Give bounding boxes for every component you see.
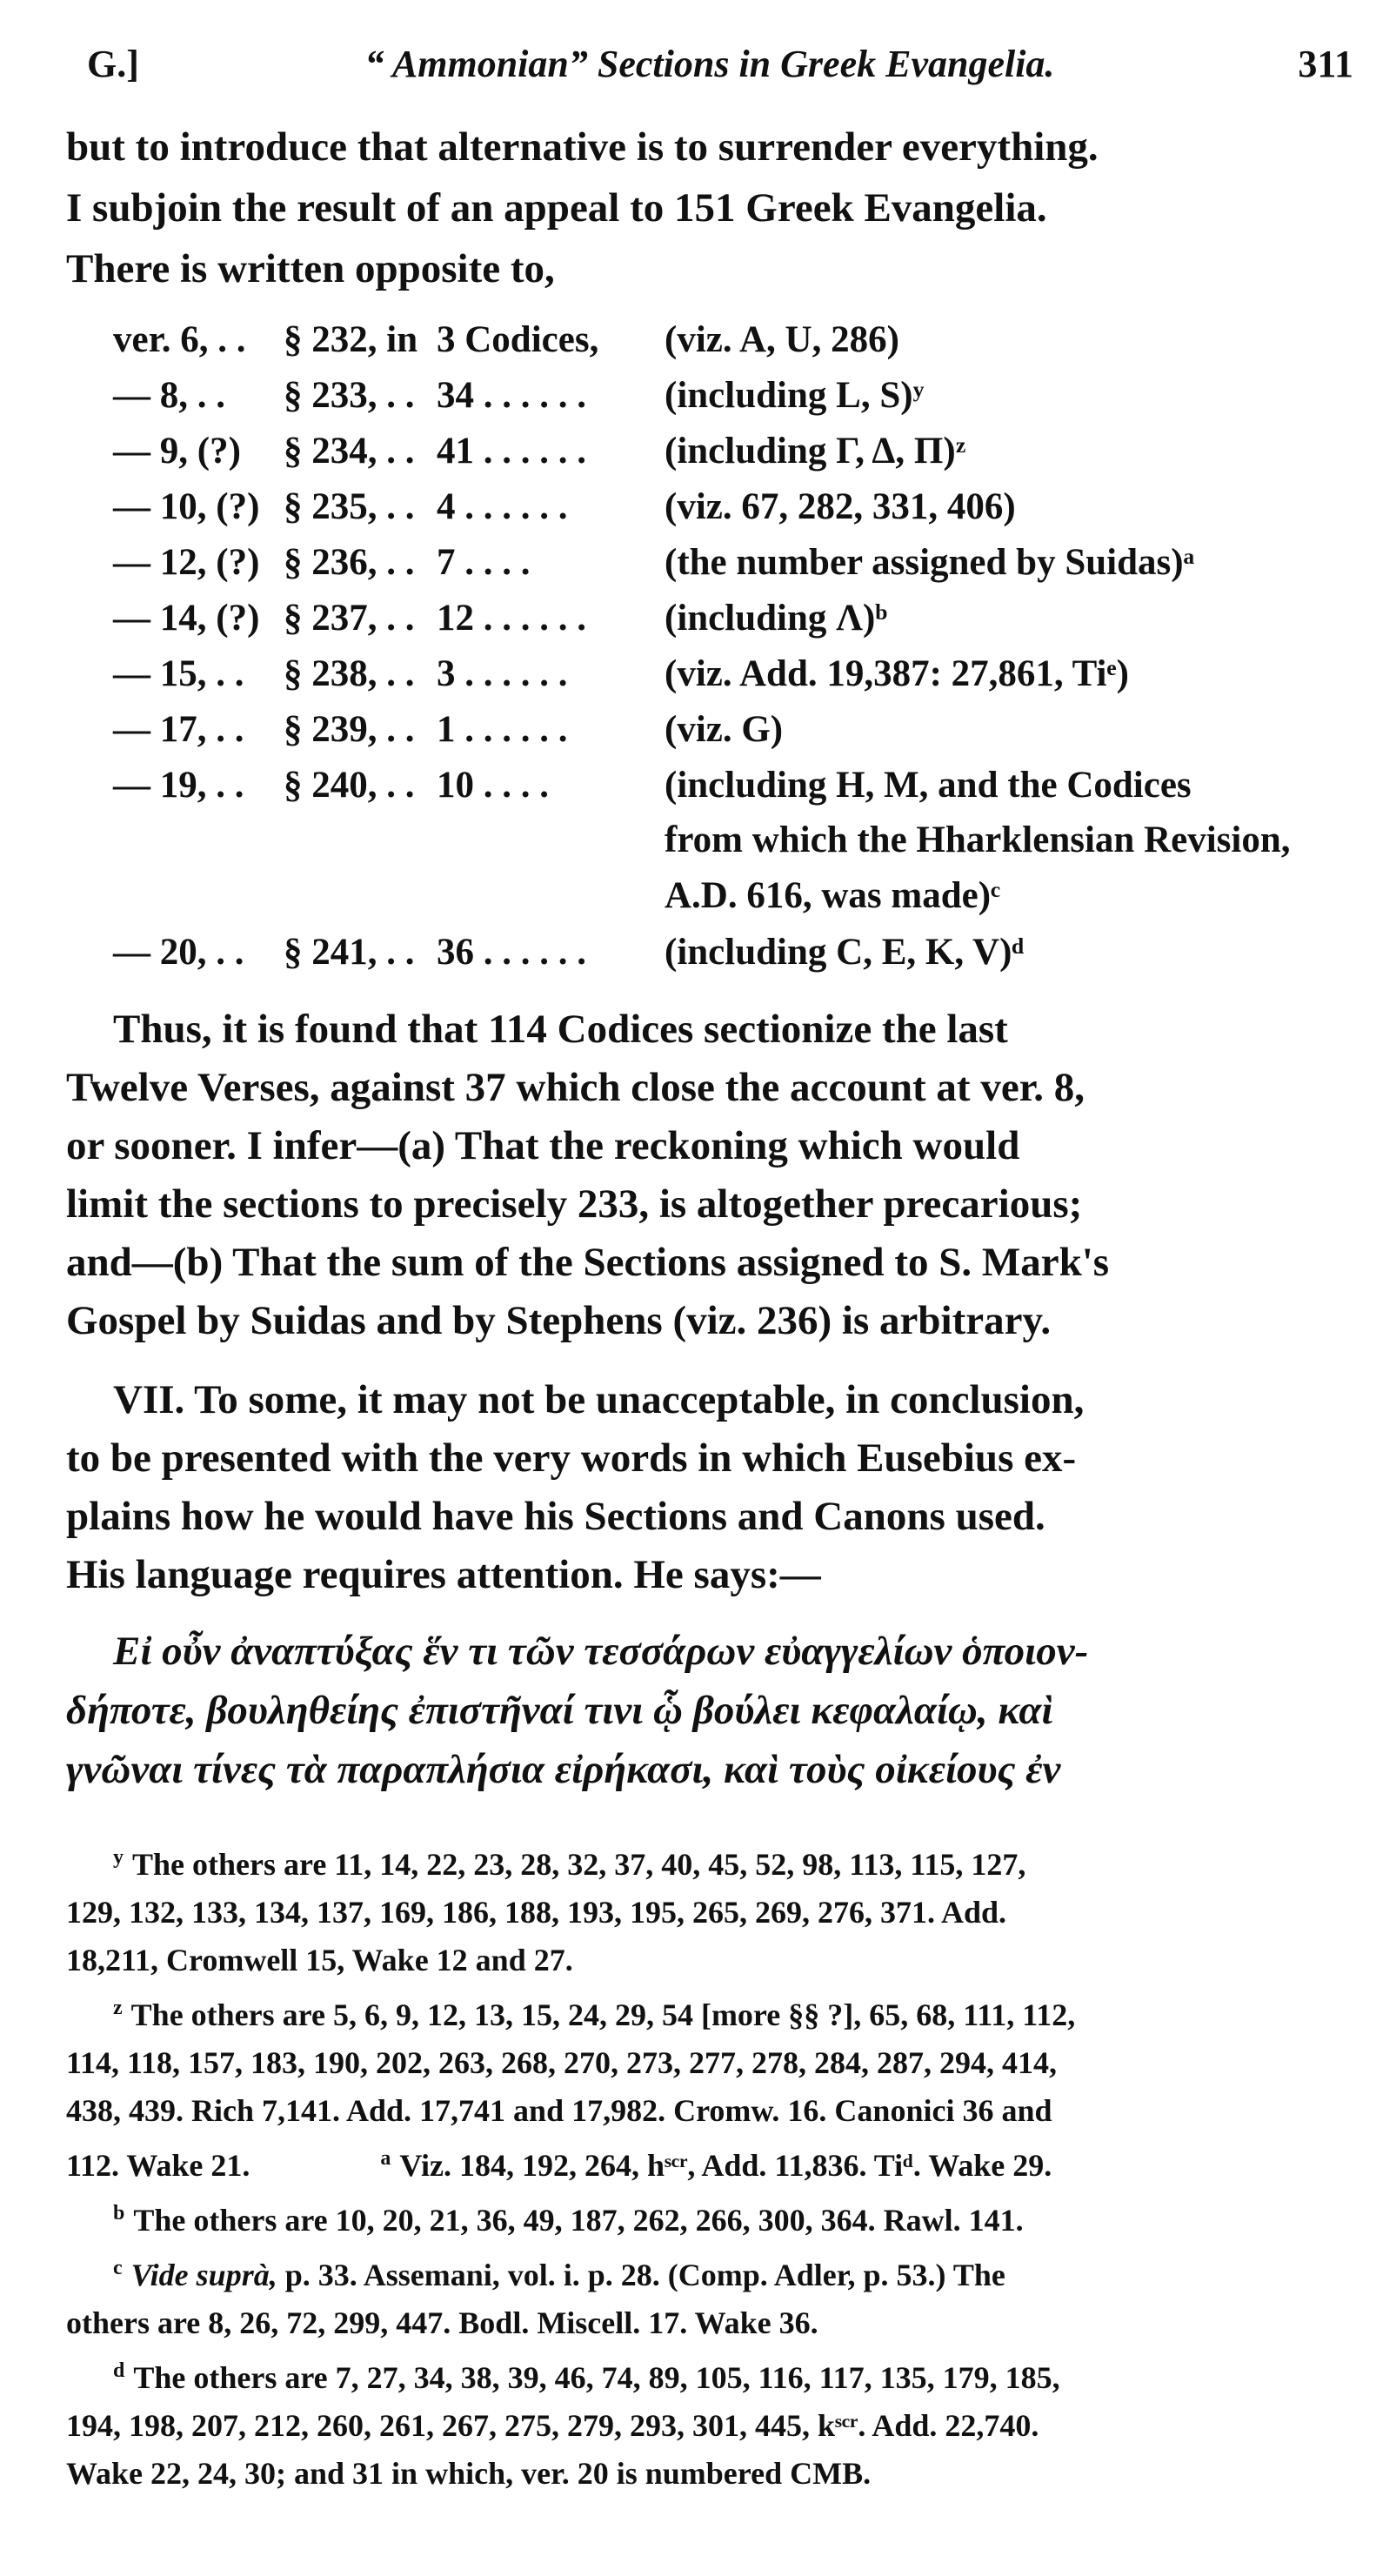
text-line: to be presented with the very words in which Eusebius ex-	[66, 1435, 1077, 1481]
footnote-text: 112. Wake 21.	[66, 2148, 250, 2183]
verse-number: — 8, . .	[113, 374, 225, 416]
footnote-z	[66, 1984, 1353, 2039]
footnote-text: 194, 198, 207, 212, 260, 261, 267, 275, 279, 293, 301, 445, kˢᶜʳ. Add. 22,740.	[66, 2408, 1039, 2443]
section-number: § 234, . .	[284, 430, 415, 472]
row-note: (viz. A, U, 286)	[665, 318, 899, 360]
verse-number: — 14, (?)	[113, 597, 260, 639]
text-line: limit the sections to precisely 233, is altogether precarious;	[66, 1181, 1083, 1227]
footnote-text: 129, 132, 133, 134, 137, 169, 186, 188, 193, 195, 265, 269, 276, 371. Add.	[66, 1895, 1007, 1930]
footnote-text: 18,211, Cromwell 15, Wake 12 and 27.	[66, 1943, 573, 1977]
text-line: plains how he would have his Sections and Canons used.	[66, 1494, 1045, 1539]
verse-number: — 15, . .	[113, 652, 244, 694]
footnote-a-text: Viz. 184, 192, 264, hˢᶜʳ, Add. 11,836. Tiᵈ. Wake 29.	[399, 2148, 1052, 2183]
verse-row	[113, 311, 1353, 367]
row-note: (viz. 67, 282, 331, 406)	[665, 485, 1016, 527]
codex-count: 10 . . . .	[437, 764, 549, 806]
footnote-text: The others are 10, 20, 21, 36, 49, 187, 262, 266, 300, 364. Rawl. 141.	[133, 2203, 1024, 2238]
verse-number: — 17, . .	[113, 708, 244, 750]
verse-number: — 19, . .	[113, 764, 244, 806]
codex-count: 3 Codices,	[437, 318, 599, 360]
text-line: His language requires attention. He says:—	[66, 1552, 821, 1597]
row-note-continuation: from which the Hharklensian Revision,	[665, 820, 1291, 860]
section-number: § 236, . .	[284, 541, 415, 583]
text-line: Thus, it is found that 114 Codices sectionize the last	[113, 1007, 1008, 1052]
row-note: (including Λ)ᵇ	[665, 597, 888, 639]
footnote-text: The others are 5, 6, 9, 12, 13, 15, 24, 29, 54 [more §§ ?], 65, 68, 111, 112,	[130, 1997, 1076, 2032]
footnote-text: 114, 118, 157, 183, 190, 202, 263, 268, 270, 273, 277, 278, 284, 287, 294, 414,	[66, 2045, 1058, 2080]
row-note: (including L, S)ʸ	[665, 374, 925, 416]
row-note: (viz. G)	[665, 708, 784, 750]
intro-line: I subjoin the result of an appeal to 151 Greek Evangelia.	[66, 185, 1047, 231]
header-left-mark: G.]	[87, 43, 139, 85]
verse-row	[113, 757, 1353, 813]
row-note: (including Γ, Δ, Π)ᶻ	[665, 430, 966, 472]
greek-line: δήποτε, βουληθείης ἐπιστῆναί τινι ᾧ βούλει κεφαλαίῳ, καὶ	[66, 1688, 1053, 1733]
section-number: § 239, . .	[284, 708, 415, 750]
footnote-text: The others are 7, 27, 34, 38, 39, 46, 74, 89, 105, 116, 117, 135, 179, 185,	[133, 2360, 1060, 2395]
codex-count: 4 . . . . . .	[437, 485, 568, 527]
section-vii-paragraph	[66, 1371, 1353, 1604]
running-header	[66, 38, 1353, 101]
header-title: “ Ammonian” Sections in Greek Evangelia.	[364, 43, 1055, 85]
greek-line: Εἰ οὖν ἀναπτύξας ἕν τι τῶν τεσσάρων εὐαγγελίων ὁποιον-	[113, 1629, 1089, 1674]
footnote-text: 438, 439. Rich 7,141. Add. 17,741 and 17,982. Cromw. 16. Canonici 36 and	[66, 2093, 1052, 2128]
text-line: VII. To some, it may not be unacceptable, in conclusion,	[113, 1377, 1085, 1422]
text-line: Twelve Verses, against 37 which close the account at ver. 8,	[66, 1065, 1085, 1110]
intro-line: There is written opposite to,	[66, 246, 555, 291]
verse-row	[113, 924, 1353, 980]
footnote-c	[66, 2245, 1353, 2299]
verse-row	[113, 701, 1353, 757]
codex-count: 12 . . . . . .	[437, 597, 586, 639]
footnote-text: Wake 22, 24, 30; and 31 in which, ver. 20 is numbered CMB.	[66, 2456, 872, 2491]
verse-row	[113, 646, 1353, 701]
section-number: § 235, . .	[284, 485, 415, 527]
footnote-text: others are 8, 26, 72, 299, 447. Bodl. Miscell. 17. Wake 36.	[66, 2305, 818, 2340]
greek-line: γνῶναι τίνες τὰ παραπλήσια εἰρήκασι, καὶ τοὺς οἰκείους ἐν	[66, 1747, 1061, 1792]
section-number: § 237, . .	[284, 597, 415, 639]
footnote-line-shared	[66, 2135, 1353, 2190]
codex-count: 36 . . . . . .	[437, 931, 586, 973]
text-line: Gospel by Suidas and by Stephens (viz. 236) is arbitrary.	[66, 1298, 1052, 1343]
codex-count: 34 . . . . . .	[437, 374, 586, 416]
section-number: § 238, . .	[284, 652, 415, 694]
book-page	[66, 38, 1353, 2498]
footnotes	[66, 1834, 1353, 2498]
row-note: (including H, M, and the Codices	[665, 764, 1192, 806]
conclusion-paragraph	[66, 1000, 1353, 1350]
section-number: § 232, in	[284, 318, 418, 360]
footnote-b	[66, 2190, 1353, 2245]
intro-paragraph	[66, 117, 1353, 299]
footnote-mark: a	[380, 2147, 391, 2170]
row-note-continuation: A.D. 616, was made)ᶜ	[665, 875, 1001, 916]
section-number: § 240, . .	[284, 764, 415, 806]
verse-number: — 10, (?)	[113, 485, 260, 527]
intro-line: but to introduce that alternative is to surrender everything.	[66, 124, 1099, 170]
footnote-italic-text: Vide suprà,	[130, 2258, 277, 2292]
codex-count: 1 . . . . . .	[437, 708, 568, 750]
footnote-mark: b	[113, 2202, 125, 2225]
codex-count: 41 . . . . . .	[437, 430, 586, 472]
verse-number: ver. 6, . .	[113, 318, 246, 360]
footnote-y	[66, 1834, 1353, 1889]
section-number: § 241, . .	[284, 931, 415, 973]
footnote-text: p. 33. Assemani, vol. i. p. 28. (Comp. Adler, p. 53.) The	[284, 2258, 1005, 2292]
verse-row	[113, 534, 1353, 590]
verse-number: — 12, (?)	[113, 541, 260, 583]
text-line: and—(b) That the sum of the Sections assigned to S. Mark's	[66, 1240, 1110, 1285]
row-note: (including C, E, K, V)ᵈ	[665, 931, 1025, 973]
section-number: § 233, . .	[284, 374, 415, 416]
footnote-mark: d	[113, 2359, 125, 2382]
verse-row	[113, 367, 1353, 423]
page-number: 311	[1298, 43, 1353, 85]
verse-row	[113, 590, 1353, 646]
footnote-d	[66, 2347, 1353, 2402]
row-note: (viz. Add. 19,387: 27,861, Tiᵉ)	[665, 652, 1129, 694]
footnote-mark: c	[113, 2257, 123, 2279]
greek-quotation	[66, 1622, 1353, 1799]
verse-section-list	[113, 311, 1353, 980]
footnote-mark: z	[113, 1997, 123, 2019]
verse-number: — 9, (?)	[113, 430, 241, 472]
footnote-mark: y	[113, 1846, 124, 1869]
text-line: or sooner. I infer—(a) That the reckoning which would	[66, 1123, 1020, 1168]
footnote-text: The others are 11, 14, 22, 23, 28, 32, 37, 40, 45, 52, 98, 113, 115, 127,	[132, 1847, 1026, 1882]
codex-count: 3 . . . . . .	[437, 652, 568, 694]
verse-row	[113, 478, 1353, 534]
row-note: (the number assigned by Suidas)ᵃ	[665, 541, 1195, 583]
codex-count: 7 . . . .	[437, 541, 531, 583]
verse-row	[113, 423, 1353, 478]
verse-number: — 20, . .	[113, 931, 244, 973]
